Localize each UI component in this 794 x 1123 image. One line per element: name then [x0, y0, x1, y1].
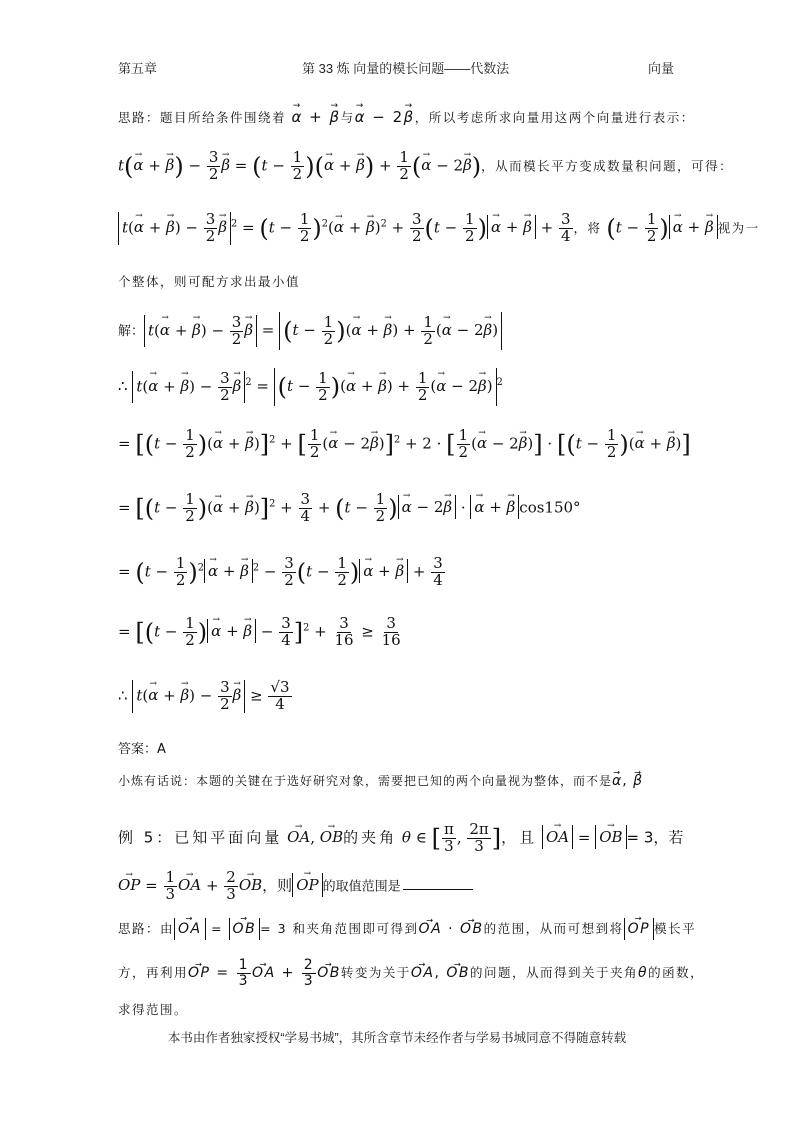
solution-label: 解： — [118, 324, 145, 340]
math-line-2: t(→ α + → β) − $\frac{3}{2}$ → β $^2$ = (t − $\frac{1}{2}$ )$^2$(→ α + → β)$^2$ + $\frac{3}{2}$ (t − $\frac{1}{2}$ )→ α + → β + $\frac{3}{4}$ ，将 (t − $\frac{1}{2}$ )→ α + → β 视为一 — [118, 212, 760, 245]
solution-line-6: = [(t − $\frac{1}{2}$ )→ α + → β − $\frac{3}{4}$ ]$^2$ + $\frac{3}{16}$ ≥ $\frac{3}{16}$ — [118, 616, 404, 649]
thought-2-text-a: = 3 和夹角范围即可得到 — [260, 921, 419, 936]
example-5-range-text: 的取值范围是 — [322, 879, 401, 895]
thought-2-line-2: 方，再利用→ OP = $\frac{1}{3}$ → OA + $\frac{2}{3}$ → OB转变为关于→ OA, → OB的问题，从而得到关于夹角θ的函数， — [118, 958, 704, 988]
math-line-2-tail-a: ，将 — [573, 220, 602, 236]
vec-expr-diff: → α − 2→ β — [355, 108, 415, 126]
example-5-eq3-text: = 3，若 — [626, 828, 684, 847]
thought-2-line2-a: 方，再利用 — [118, 965, 189, 981]
thought-line-1 — [118, 108, 695, 126]
thought-2-label: 思路：由 — [118, 921, 175, 936]
chapter-label: 第五章 — [118, 61, 158, 76]
thought-continuation: 个整体，则可配方求出最小值 — [118, 274, 301, 289]
answer-value: A — [157, 742, 166, 757]
example-5-label: 例 5：已知平面向量 — [118, 828, 283, 847]
thought-2-text-c: 模长平 — [654, 921, 697, 936]
thought-text-b: 与 — [340, 110, 355, 125]
answer-line — [118, 738, 166, 757]
answer-label: 答案： — [118, 742, 158, 757]
thought-2-text-b: 的范围，从而可想到将 — [483, 921, 624, 936]
vec-expr-sum: → α + → β — [292, 108, 341, 126]
thought-2-line-3: 求得范围。 — [118, 1002, 189, 1017]
math-line-2-tail-b: 视为一 — [717, 220, 760, 236]
solution-line-3: = [(t − $\frac{1}{2}$ )(→ α + → β)]$^2$ + [ $\frac{1}{2}$ (→ α − 2→ β)]$^2$ + 2 · [ $\frac{1}{2}$ (→ α − 2→ β)] · [(t − $\frac{1}{2}$ )(→ α + → β)] — [118, 428, 691, 461]
solution-line-2: ∴ t(→ α + → β) − $\frac{3}{2}$ → β $^2$ = (t − $\frac{1}{2}$ )(→ α + → β) + $\frac{1}{2}$ (→ α − 2→ β) $^2$ — [118, 368, 503, 406]
example-5-angle-text: 的夹角 — [343, 828, 398, 847]
thought-2-line2-c: 的问题，从而得到关于夹角 — [470, 965, 639, 981]
thought-text-a: 题目所给条件围绕着 — [160, 110, 287, 125]
example-5-line-2: → OP = $\frac{1}{3}$ → OA + $\frac{2}{3}$ → OB，则→ OP 的取值范围是 — [118, 870, 473, 903]
solution-line-4: = [(t − $\frac{1}{2}$ )(→ α + → β)]$^2$ + $\frac{3}{4}$ + (t − $\frac{1}{2}$ )→ α − 2→ β · → α + → β cos150° — [118, 492, 581, 525]
therefore-symbol: ∴ — [118, 377, 128, 396]
math-line-1-tail: ，从而模长平方变成数量积问题，可得： — [481, 158, 734, 174]
solution-line-5: = (t − $\frac{1}{2}$ )$^2$→ α + → β $^2$ − $\frac{3}{2}$ (t − $\frac{1}{2}$ )→ α + → β + $\frac{3}{4}$ — [118, 556, 446, 589]
thought-2-line2-d: 的函数， — [648, 965, 705, 981]
thought-label: 思路： — [118, 110, 161, 125]
example-5-line-1: 例 5：已知平面向量 → OA, → OB的夹角 θ ∈ [ $\frac{\pi}{3}$ , $\frac{2\pi}{3}$ ]，且 → OA = → OB = 3，若 — [118, 822, 683, 855]
math-line-1: t(→ α + → β) − $\frac{3}{2}$ → β = (t − $\frac{1}{2}$ )(→ α + → β) + $\frac{1}{2}$ (→ α − 2→ β)，从而模长平方变成数量积问题，可得： — [118, 150, 733, 183]
answer-blank[interactable] — [403, 889, 473, 890]
example-5-and-text: ，且 — [501, 828, 538, 847]
topic-label: 向量 — [648, 61, 675, 76]
thought-2-line2-b: 转变为关于 — [340, 965, 411, 981]
copyright-footer: 本书由作者独家授权“学易书城”，其所含章节未经作者与学易书城同意不得随意转载 — [167, 1031, 627, 1045]
thought-text-c: ，所以考虑所求向量用这两个向量进行表示： — [414, 110, 695, 125]
thought-2-line-1: 思路：由→ OA = → OB = 3 和夹角范围即可得到→ OA · → OB的范围，从而可想到将→ OP 模长平 — [118, 918, 696, 940]
remark-text: 小炼有话说：本题的关键在于选好研究对象，需要把已知的两个向量视为整体，而不是 — [118, 774, 613, 788]
solution-line-7: ∴ t(→ α + → β) − $\frac{3}{2}$ → β ≥ $\frac{√3}{4}$ — [118, 680, 293, 713]
page-title: 第 33 炼 向量的模长问题——代数法 — [302, 61, 510, 76]
cos-text: cos150° — [519, 498, 581, 517]
solution-line-1: 解： t(→ α + → β) − $\frac{3}{2}$ → β = (t − $\frac{1}{2}$ )(→ α + → β) + $\frac{1}{2}$ (→ α − 2→ β) — [118, 312, 502, 350]
remark-line: 小炼有话说：本题的关键在于选好研究对象，需要把已知的两个向量视为整体，而不是→ α, → β — [118, 772, 643, 789]
